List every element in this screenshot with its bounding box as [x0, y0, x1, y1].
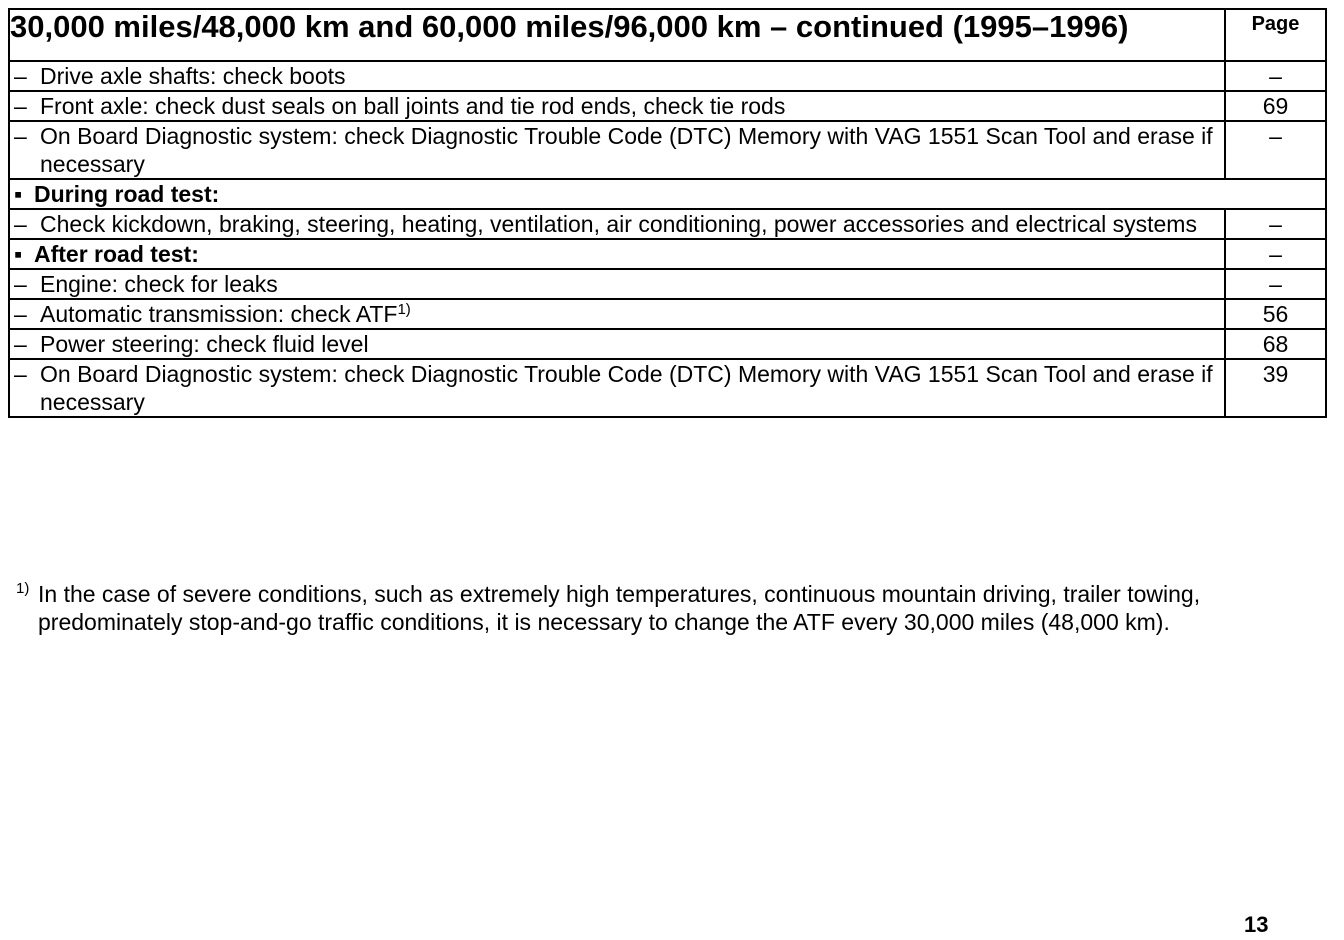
page-number: 13: [1244, 912, 1269, 937]
page-ref: –: [1225, 121, 1326, 179]
section-heading: After road test:: [34, 241, 199, 267]
table-row: [9, 269, 1326, 299]
page-column-header: Page: [1225, 9, 1326, 61]
item-dash: –: [14, 63, 27, 89]
item-dash: –: [14, 301, 27, 327]
maintenance-table: [8, 8, 1327, 418]
table-row: [9, 61, 1326, 91]
section-heading: During road test:: [34, 181, 220, 207]
page-ref: 56: [1225, 299, 1326, 329]
section-bullet-icon: ▪: [14, 241, 23, 267]
item-dash: –: [14, 271, 27, 297]
table-row: [9, 299, 1326, 329]
page-ref: 69: [1225, 91, 1326, 121]
section-row: [9, 239, 1326, 269]
table-header-row: [9, 9, 1326, 61]
item-text: Front axle: check dust seals on ball joints and tie rod ends, check tie rods: [40, 93, 786, 119]
page-ref: 68: [1225, 329, 1326, 359]
footnote-ref: 1): [397, 301, 411, 318]
footnote-mark: 1): [16, 580, 30, 597]
item-text: Engine: check for leaks: [40, 271, 278, 297]
footnote: [16, 580, 1316, 636]
item-dash: –: [14, 93, 27, 119]
table-row: [9, 121, 1326, 179]
table-title: 30,000 miles/48,000 km and 60,000 miles/96,000 km – continued (1995–1996): [9, 9, 1225, 61]
table-row: [9, 329, 1326, 359]
item-dash: –: [14, 331, 27, 357]
table-row: [9, 359, 1326, 417]
table-row: [9, 209, 1326, 239]
item-text: Power steering: check fluid level: [40, 331, 369, 357]
page-ref: 39: [1225, 359, 1326, 417]
section-row: [9, 179, 1326, 209]
page-ref: –: [1225, 239, 1326, 269]
item-text: On Board Diagnostic system: check Diagnostic Trouble Code (DTC) Memory with VAG 1551 Scan Tool and erase if necessary: [40, 361, 1213, 415]
item-text: Drive axle shafts: check boots: [40, 63, 346, 89]
item-text: On Board Diagnostic system: check Diagnostic Trouble Code (DTC) Memory with VAG 1551 Scan Tool and erase if necessary: [40, 123, 1213, 177]
item-text-with-footnote: [40, 300, 1224, 328]
page-ref: –: [1225, 269, 1326, 299]
item-dash: –: [14, 211, 27, 237]
item-text: Automatic transmission: check ATF: [40, 301, 398, 327]
page-ref: –: [1225, 209, 1326, 239]
section-bullet-icon: ▪: [14, 181, 23, 207]
item-text: Check kickdown, braking, steering, heating, ventilation, air conditioning, power accessories and electrical systems: [40, 211, 1197, 237]
page-ref: –: [1225, 61, 1326, 91]
item-dash: –: [14, 123, 27, 149]
item-dash: –: [14, 361, 27, 387]
table-row: [9, 91, 1326, 121]
footnote-text: In the case of severe conditions, such as extremely high temperatures, continuous mountain driving, trailer towing, predominately stop-and-go traffic conditions, it is necessary to change the ATF every 30,000 miles (48,000 km).: [38, 581, 1201, 635]
